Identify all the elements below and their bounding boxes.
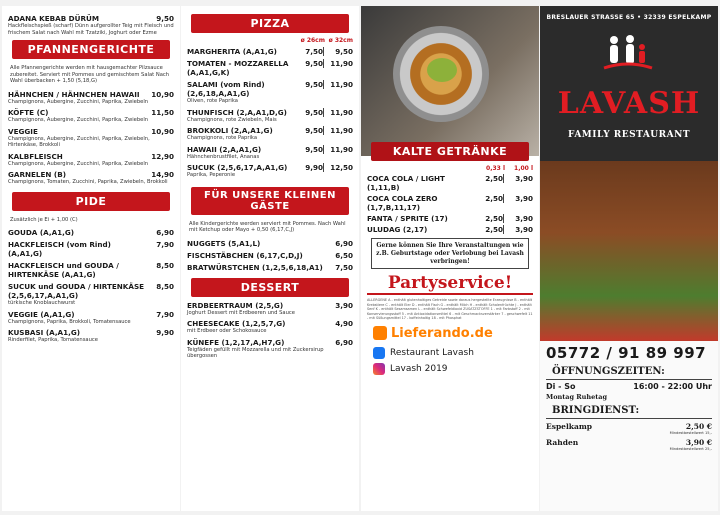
item-row	[187, 263, 353, 272]
item-row	[187, 80, 353, 98]
delivery-row	[540, 419, 718, 431]
delivery-row	[540, 435, 718, 447]
item-row	[8, 90, 174, 99]
item-price: 6,90	[156, 228, 174, 237]
menu-item	[181, 338, 359, 360]
kids-list	[181, 239, 359, 272]
item-row	[8, 310, 174, 319]
drink-price-large: 3,90	[503, 225, 533, 234]
item-name: KÖFTE (C)	[8, 108, 49, 117]
item-price: 6,90	[335, 337, 353, 347]
item-name: THUNFISCH (2,A,A1,D,G)	[187, 107, 287, 117]
size-small: ø 26cm	[300, 37, 325, 44]
item-row	[187, 59, 353, 77]
drink-name: COCA COLA ZERO (1,7,B,11,17)	[367, 194, 438, 212]
drink-price-large: 3,90	[503, 174, 533, 183]
item-name: KÜNEFE (1,2,17,A,H7,G)	[187, 337, 285, 347]
drink-row	[367, 174, 533, 192]
item-price-large: 11,90	[323, 145, 353, 154]
section-title-pfannengerichte: PFANNENGERICHTE	[12, 40, 170, 59]
menu-item	[2, 108, 180, 124]
item-row	[187, 338, 353, 347]
item-name: HACKFLEISCH (vom Rind) (A,A1,G)	[8, 240, 111, 258]
item-row	[187, 319, 353, 328]
item-row	[8, 328, 174, 337]
delivery-price: 2,50 €	[685, 422, 712, 431]
lieferando-label: Lieferando.de	[391, 325, 493, 341]
item-price-large: 11,90	[323, 59, 353, 68]
item-price-small: 9,50	[305, 144, 323, 154]
item-price: 6,50	[335, 250, 353, 260]
item-price-large: 11,90	[323, 126, 353, 135]
menu-item	[2, 90, 180, 106]
menu-item	[2, 14, 180, 36]
item-price-small: 9,50	[305, 59, 323, 68]
brand-logo: LAVASH	[557, 86, 701, 121]
menu-item	[181, 59, 359, 77]
drink-row	[367, 194, 533, 212]
item-desc: Paprika, Peperonie	[187, 172, 236, 178]
panel-pfannen-pide	[2, 6, 180, 511]
menu-item	[181, 108, 359, 124]
item-price-small: 9,50	[305, 107, 323, 117]
kebab-photo	[540, 161, 718, 341]
item-desc: Hackfleischspieß (scharf) Dünn aufgerollter Teig mit Fleisch und frischem Salat nach Wahl mit Tzatziki, Joghurt oder Ezme	[8, 23, 174, 36]
item-price: 11,50	[151, 108, 174, 117]
drinks-list	[367, 174, 533, 234]
item-name: NUGGETS (5,A1,L)	[187, 238, 261, 248]
phone-number[interactable]: 05772 / 91 89 997	[546, 344, 707, 362]
item-price: 7,90	[156, 240, 174, 249]
item-row	[8, 152, 174, 161]
item-price: 3,90	[335, 300, 353, 310]
instagram-icon	[373, 363, 385, 375]
menu-item	[2, 261, 180, 279]
item-row	[187, 145, 353, 154]
menu-item	[181, 145, 359, 161]
volume-small: 0,33 l	[486, 165, 505, 172]
item-price: 9,50	[156, 14, 174, 23]
item-name: SUCUK (2,5,6,17,A,A1,G)	[187, 163, 288, 172]
allergen-legend: ALLERGENE A - enthält glutenhaltiges Getreide sowie daraus hergestellte Erzeugnisse B - enthält Krebstiere C - enthält Eier D - enthält Fisch G - enthält Milch H - enthält Schalenfrüchte J - enthält Senf K - enthält Sesamsamen L - enthält Schwefeldioxid ZUSATZSTOFFE 1 - mit Farbstoff 2 - mit Konservierungsstoff 5 - mit Antioxidationsmittel 6 - mit Geschmacksverstärker 7 - geschwefelt 11 - mit Süßungsmittel 17 - koffeinhaltig 18 - mit Phosphat	[367, 298, 533, 321]
item-desc: Champignons, Aubergine, Zucchini, Paprika, Zwiebeln, Hirtenkäse, Brokkoli	[8, 135, 150, 148]
menu-item	[2, 240, 180, 258]
item-price: 10,90	[151, 126, 174, 136]
item-price: 12,90	[151, 151, 174, 161]
menu-item	[2, 228, 180, 237]
lieferando-link[interactable]	[361, 322, 539, 345]
delivery-heading: BRINGDIENST:	[546, 403, 712, 419]
item-price: 4,90	[335, 319, 353, 328]
section-title-drinks: KALTE GETRÄNKE	[371, 142, 529, 161]
item-name: GOUDA (A,A1,G)	[8, 228, 75, 237]
section-title-dessert: DESSERT	[191, 278, 349, 297]
item-price-small: 7,50	[305, 47, 323, 56]
item-name: HÄHNCHEN / HÄHNCHEN HAWAII	[8, 89, 140, 99]
item-desc: Champignons, Paprika, Brokkoli, Tomatensauce	[8, 318, 131, 325]
menu-item	[2, 282, 180, 307]
item-row	[187, 108, 353, 117]
drink-price-small: 2,50	[485, 225, 503, 234]
drink-price-small: 2,50	[485, 214, 503, 223]
menu-item	[2, 170, 180, 186]
delivery-item	[540, 435, 718, 451]
pfannen-list	[2, 90, 180, 186]
hours-row	[540, 380, 718, 393]
item-price-small: 9,90	[305, 163, 323, 172]
item-desc: Champignons, Tomaten, Zucchini, Paprika, Zwiebeln, Brokkoli	[8, 179, 168, 185]
drink-name: FANTA / SPRITE (17)	[367, 214, 448, 223]
item-name: MARGHERITA (A,A1,G)	[187, 47, 277, 56]
item-price: 8,50	[156, 261, 174, 270]
menu-item	[181, 319, 359, 335]
instagram-label: Lavash 2019	[390, 363, 448, 374]
item-price-large: 12,50	[323, 163, 353, 172]
item-price: 9,90	[156, 328, 174, 337]
item-row	[8, 228, 174, 237]
delivery-minimum: Mindestbestellwert 25,-	[669, 447, 712, 451]
item-price: 10,90	[151, 89, 174, 99]
drink-row	[367, 214, 533, 223]
item-row	[8, 240, 174, 258]
section-intro: Alle Pfannengerichte werden mit hausgemachter Pilzsauce zubereitet. Serviert mit Pommes und gemischtem Salat Nach Wahl überbacken + 1,50 (5,18,G)	[10, 65, 170, 84]
delivery-minimum: Mindestbestellwert 15,-	[669, 431, 712, 435]
item-name: BROKKOLI (2,A,A1,G)	[187, 126, 273, 135]
menu-item	[181, 80, 359, 105]
item-name: BRATWÜRSTCHEN (1,2,5,6,18,A1)	[187, 262, 323, 272]
item-name: FISCHSTÄBCHEN (6,17,C,D,J)	[187, 250, 303, 260]
size-large: ø 32cm	[328, 37, 353, 44]
pizza-sizes	[181, 37, 359, 44]
facebook-label: Restaurant Lavash	[390, 347, 474, 358]
brand-subtitle: FAMILY RESTAURANT	[567, 130, 691, 140]
drink-price-small: 2,50	[485, 174, 503, 183]
item-name: HACKFLEISCH und GOUDA / HIRTENKÄSE (A,A1,G)	[8, 261, 119, 279]
item-name: SUCUK und GOUDA / HIRTENKÄSE (2,5,6,17,A,A1,G)	[8, 282, 145, 300]
item-row	[8, 170, 174, 179]
item-row	[8, 282, 174, 300]
item-name: CHEESECAKE (1,2,5,7,G)	[187, 319, 286, 328]
hours-time: 16:00 - 22:00 Uhr	[633, 382, 712, 391]
section-title-pide: PIDE	[12, 192, 170, 211]
delivery-list	[540, 419, 718, 451]
item-name: HAWAII (2,A,A1,G)	[187, 144, 262, 154]
item-desc: mit Erdbeer oder Schokosauce	[187, 328, 267, 334]
item-desc: Champignons, Aubergine, Zucchini, Paprika, Zwiebeln	[8, 117, 149, 123]
pide-list	[2, 228, 180, 344]
event-notice: Gerne können Sie Ihre Veranstaltungen wie z.B. Geburtstage oder Verlobung bei Lavash verbringen!	[371, 238, 529, 269]
delivery-place: Espelkamp	[546, 422, 593, 431]
item-price: 7,50	[335, 262, 353, 272]
item-name: ERDBEERTRAUM (2,5,G)	[187, 300, 284, 310]
item-desc: Champignons, Aubergine, Zucchini, Paprika, Zwiebeln	[8, 98, 149, 105]
drink-name: ULUDAG (2,17)	[367, 225, 428, 234]
section-intro: Zusätzlich je Ei + 1,00 (C)	[10, 216, 78, 223]
facebook-icon	[373, 347, 385, 359]
menu-item	[181, 263, 359, 272]
item-price-large: 11,90	[323, 108, 353, 117]
hours-heading: ÖFFNUNGSZEITEN:	[546, 364, 712, 380]
item-name: GARNELEN (B)	[8, 170, 66, 179]
item-desc: Rinderfilet, Paprika, Tomatensauce	[8, 337, 98, 343]
menu-item	[181, 47, 359, 56]
hours-days: Di - So	[546, 382, 576, 391]
item-row	[187, 239, 353, 248]
item-row	[8, 108, 174, 117]
menu-item	[2, 310, 180, 326]
item-desc: Champignons, rote Zwiebeln, Mais	[187, 116, 277, 123]
item-price: 7,90	[156, 309, 174, 319]
item-price-large: 11,90	[323, 80, 353, 89]
delivery-price: 3,90 €	[685, 438, 712, 447]
drinks-volumes	[367, 165, 533, 172]
panel-drinks-party	[361, 6, 539, 511]
partyservice-heading: Partyservice!	[367, 273, 533, 295]
logo-box	[540, 6, 718, 161]
family-icon	[602, 34, 654, 74]
menu-item	[181, 163, 359, 179]
section-title-kids: FÜR UNSERE KLEINEN GÄSTE	[191, 187, 349, 215]
kunefe-photo	[361, 6, 539, 156]
instagram-link[interactable]	[361, 361, 539, 377]
panel-pizza-kids-dessert	[181, 6, 359, 511]
section-title-pizza: PIZZA	[191, 14, 349, 33]
item-price: 6,90	[335, 238, 353, 248]
item-price-large: 9,50	[323, 47, 353, 56]
drinks-table	[361, 165, 539, 234]
drink-price-large: 3,90	[503, 214, 533, 223]
panel-brand-info	[540, 6, 718, 511]
section-intro: Alle Kindergerichte werden serviert mit Pommes. Nach Wahl mit Ketchup oder Mayo + 0,50 (6,17,C,J)	[189, 220, 346, 233]
item-price-small: 9,50	[305, 126, 323, 135]
item-name: TOMATEN - MOZZARELLA (A,A1,G,K)	[187, 59, 289, 77]
item-row	[187, 126, 353, 135]
item-row	[187, 301, 353, 310]
facebook-link[interactable]	[361, 345, 539, 361]
item-desc: Oliven, rote Paprika	[187, 98, 238, 104]
delivery-place: Rahden	[546, 438, 579, 447]
menu-item	[181, 301, 359, 317]
delivery-item	[540, 419, 718, 435]
item-desc: Hähnchenbrustfilet, Ananas	[187, 153, 260, 160]
item-name: VEGGIE (A,A1,G)	[8, 309, 75, 319]
menu-item	[2, 152, 180, 168]
menu-item	[2, 127, 180, 149]
pizza-list	[181, 47, 359, 179]
item-desc: Teigfäden gefüllt mit Mozzarella und mit Zuckersirup übergossen	[187, 346, 324, 359]
address: BRESLAUER STRASSE 65 • 32339 ESPELKAMP	[546, 14, 712, 21]
item-price: 14,90	[151, 170, 174, 179]
item-name: SALAMI (vom Rind) (2,6,18,A,A1,G)	[187, 80, 265, 98]
menu-item	[2, 328, 180, 344]
drink-row	[367, 225, 533, 234]
item-name: ADANA KEBAB DÜRÜM	[8, 14, 99, 23]
volume-large: 1,00 l	[514, 165, 533, 172]
item-row	[187, 163, 353, 172]
item-desc: Champignons, Aubergine, Zucchini, Paprika, Zwiebeln	[8, 160, 149, 167]
menu-item	[181, 239, 359, 248]
item-desc: türkische Knoblauchwurst	[8, 300, 76, 306]
item-name: KALBFLEISCH	[8, 151, 63, 161]
item-row	[8, 127, 174, 136]
drink-price-large: 3,90	[503, 194, 533, 203]
item-name: VEGGIE	[8, 126, 38, 136]
item-price: 8,50	[156, 282, 174, 291]
item-row	[8, 261, 174, 279]
pistachio-topping	[427, 58, 457, 82]
item-row	[187, 251, 353, 260]
item-desc: Joghurt Dessert mit Erdbeeren und Sauce	[187, 309, 295, 316]
item-desc: Champignons, rote Paprika	[187, 135, 258, 141]
menu-item	[181, 251, 359, 260]
dessert-list	[181, 301, 359, 360]
item-price-small: 9,50	[305, 80, 323, 89]
item-name: KUSBASI (A,A1,G)	[8, 328, 81, 337]
item-row	[187, 47, 353, 56]
lieferando-icon	[373, 326, 387, 340]
hours-note: Montag Ruhetag	[546, 393, 608, 401]
menu-item	[181, 126, 359, 142]
drink-price-small: 2,50	[485, 194, 503, 203]
drink-name: COCA COLA / LIGHT (1,11,B)	[367, 174, 445, 192]
